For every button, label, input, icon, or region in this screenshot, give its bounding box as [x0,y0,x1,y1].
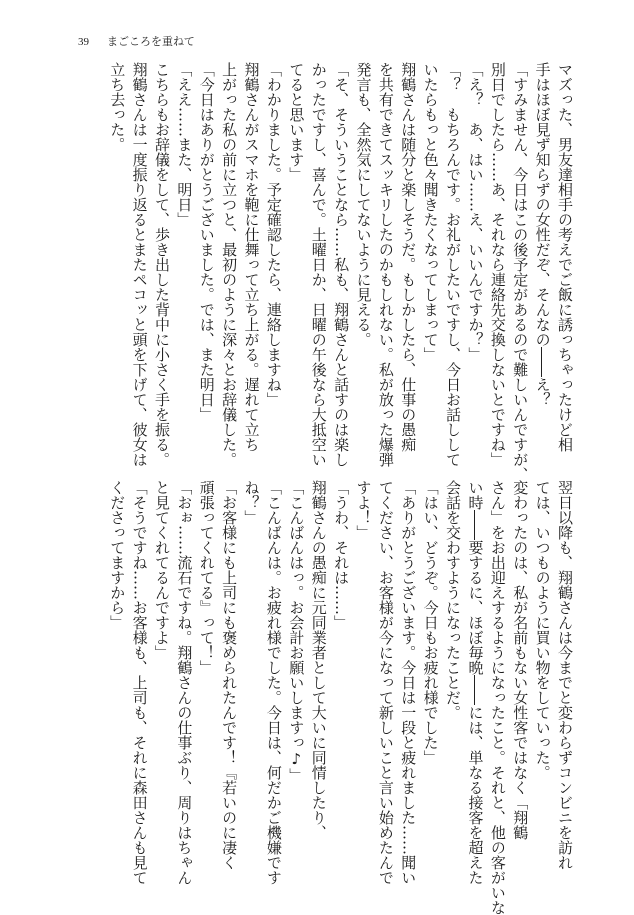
text-column: 手はほぼ見ず知らずの女性だぞ、そんなの――え？ [533,62,552,407]
text-column: 翌日以降も、翔鶴さんは今までと変わらずコンビニを訪れ [556,480,574,870]
upper-text-block [102,62,574,482]
text-column: ね？」 [242,480,261,525]
text-column: 「そうですね……お客様も、上司も、それに森田さんも見て [130,480,149,885]
text-column: さん」をお出迎えするようになったこと。それと、他の客がいな [488,480,507,915]
text-column: 翔鶴さんは随分と楽しそうだ。もしかしたら、仕事の愚痴 [399,62,418,452]
text-column: と見てくれてるんですよ」 [152,480,171,660]
text-column: 「そ、そういうことなら……私も、翔鶴さんと話すのは楽し [332,62,351,467]
page-header [78,33,195,49]
text-column: すよ！」 [354,480,373,540]
text-column: 「うわ、それは……」 [332,480,351,630]
text-column: 「？ もちろんです。お礼がしたいですし、今日お話しして [444,62,463,467]
running-title: まごころを重ねて [107,35,195,48]
text-column: 立ち去った。 [108,62,127,152]
text-column: 別日でしたら……あ、それなら連絡先交換しないとですね」 [488,62,507,467]
text-column: 「え？ あ、はい……え、いいんですか？」 [466,62,485,362]
text-column: 上がった私の前に立つと、最初のように深々とお辞儀した。 [220,62,239,467]
text-column: いたらもっと色々聞きたくなってしまって」 [421,62,440,362]
text-column: 「ありがとうございます。今日は一段と疲れました……聞い [399,480,418,885]
text-column: てると思います」 [287,62,306,182]
text-column: 発言も、全然気にしてないように見える。 [354,62,373,347]
text-column: 会話を交わすようになったことだ。 [444,480,463,720]
text-column: 「すみません、今日はこの後予定があるので難しいんですが、 [511,62,530,482]
text-column: 「わかりました。予定確認したら、連絡しますね」 [264,62,283,407]
text-column: くださってますから」 [108,480,127,630]
text-column: 「今日はありがとうございました。では、また明日」 [197,62,216,422]
text-column: かったですし、喜んで。土曜日か、日曜の午後なら大抵空い [309,62,328,467]
text-column: 翔鶴さんがスマホを鞄に仕舞って立ち上がる。遅れて立ち [242,62,261,452]
text-column: 変わったのは、私が名前もない女性客ではなく「翔鶴 [511,480,530,840]
text-column: 「おぉ……流石ですね。翔鶴さんの仕事ぶり、周りはちゃん [175,480,194,885]
text-column: 「こんばんはっ。お会計お願いしますっ♪」 [287,480,306,783]
text-column: 翔鶴さんは一度振り返るとまたペコッと頭を下げて、彼女は [130,62,149,467]
text-column: を共有できてスッキリしたのかもしれない。私が放った爆弾 [376,62,395,467]
text-column: こちらもお辞儀をして、歩き出した背中に小さく手を振る。 [152,62,171,467]
text-column: てください、お客様が今になって新しいこと言い始めたんで [376,480,395,885]
text-column: 「はい、どうぞ。今日もお疲れ様でした」 [421,480,440,765]
text-column: マズった、男友達相手の考えでご飯に誘っちゃったけど相 [556,62,574,452]
text-column: 頑張ってくれてる』って！」 [197,480,216,675]
lower-text-block [102,480,574,915]
text-column: 「ええ……また、明日」 [175,62,194,227]
text-column: 「お客様にも上司にも褒められたんです！『若いのに凄く [220,480,239,870]
text-column: 「こんばんは。お疲れ様でした。今日は、何だかご機嫌です [264,480,283,885]
page-number: 39 [78,36,89,48]
text-column: い時――要するに、ほぼ毎晩――には、単なる接客を超えた [466,480,485,885]
text-column: ては、いつものように買い物をしていった。 [533,480,552,780]
text-column: 翔鶴さんの愚痴に元同業者として大いに同情したり、 [309,480,328,840]
